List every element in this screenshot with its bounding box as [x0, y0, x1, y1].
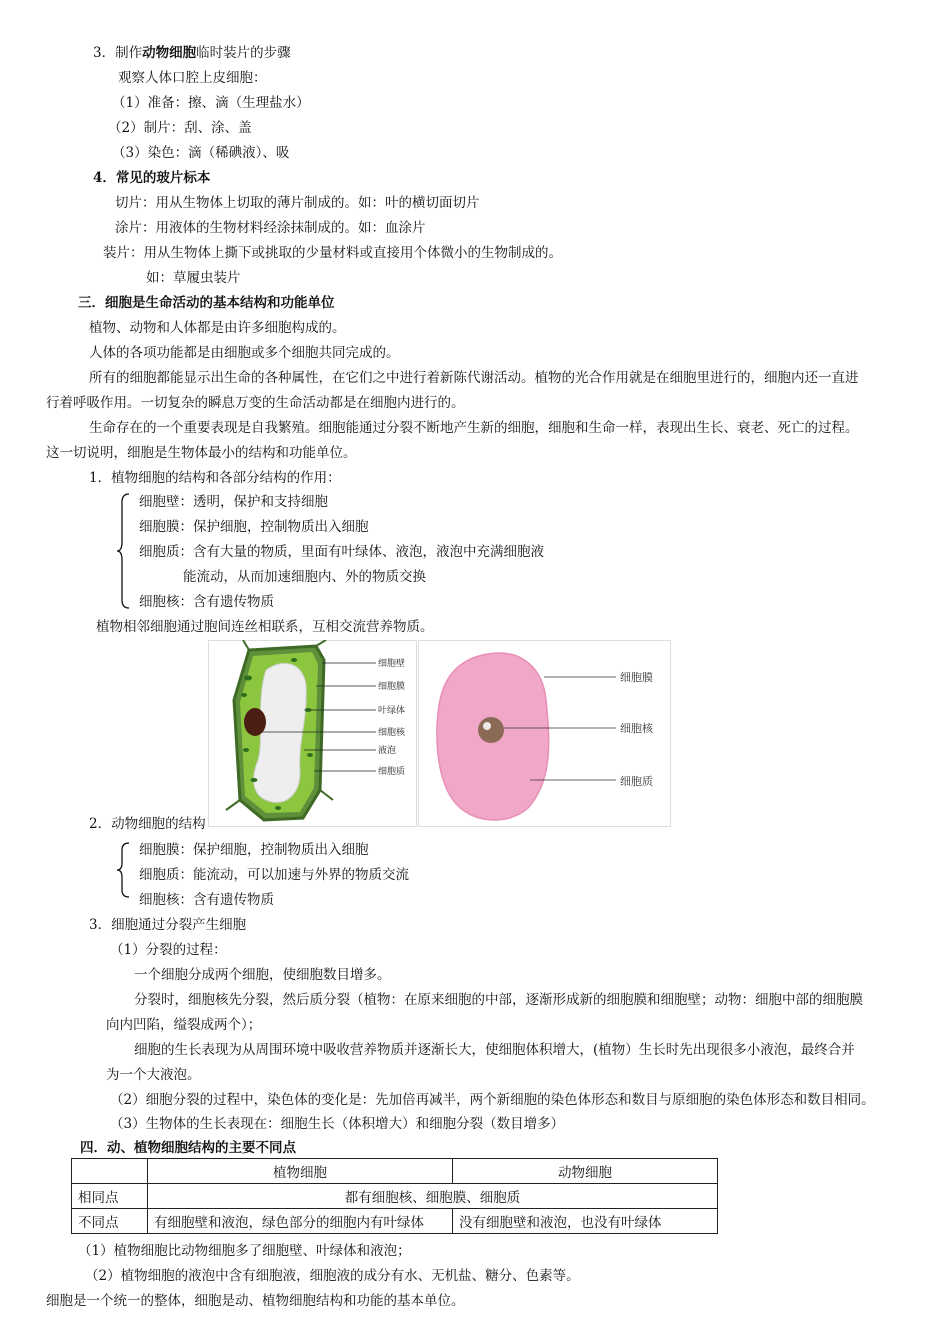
heading-animal-cell: 2．动物细胞的结构	[89, 816, 206, 832]
division-text: 为一个大液泡。	[106, 1067, 201, 1083]
heading-common-slides: 4．常见的玻片标本	[93, 170, 211, 186]
division-text: 细胞的生长表现为从周围环境中吸收营养物质并逐渐长大，使细胞体积增大，(植物）生长时先出现很多小液泡，最终合并	[134, 1042, 855, 1058]
table-row	[72, 1184, 718, 1209]
table-row-label: 相同点	[72, 1184, 148, 1209]
table-header-cell: 植物细胞	[148, 1159, 453, 1184]
paragraph: 行着呼吸作用。一切复杂的瞬息万变的生命活动都是在细胞内进行的。	[46, 395, 465, 411]
division-text: 一个细胞分成两个细胞，使细胞数目增多。	[134, 967, 391, 983]
table-header-cell: 动物细胞	[453, 1159, 718, 1184]
animal-part-item: 细胞膜：保护细胞，控制物质出入细胞	[139, 842, 369, 858]
division-sub: （3）生物体的生长表现在：细胞生长（体积增大）和细胞分裂（数目增多）	[110, 1116, 565, 1132]
observe-line: 观察人体口腔上皮细胞：	[118, 70, 267, 86]
brace-icon	[116, 492, 128, 610]
plant-part-item: 能流动，从而加速细胞内、外的物质交换	[183, 569, 426, 585]
slide-example: 如：草履虫装片	[146, 270, 241, 286]
plant-part-item: 细胞膜：保护细胞，控制物质出入细胞	[139, 519, 369, 535]
plasmodesmata-note: 植物相邻细胞通过胞间连丝相联系，互相交流营养物质。	[96, 619, 434, 635]
animal-part-item: 细胞核：含有遗传物质	[139, 892, 274, 908]
paragraph: 植物、动物和人体都是由许多细胞构成的。	[89, 320, 346, 336]
animal-label: 细胞核	[620, 722, 653, 735]
heading-section-3: 三．细胞是生命活动的基本结构和功能单位	[78, 295, 335, 311]
division-text: 向内凹陷，缢裂成两个）；	[106, 1017, 262, 1033]
summary-note: （2）植物细胞的液泡中含有细胞液，细胞液的成分有水、无机盐、糖分、色素等。	[85, 1268, 580, 1284]
plant-label: 细胞核	[378, 728, 406, 738]
plant-label: 液泡	[378, 746, 397, 756]
cell-diagram-figure	[208, 640, 671, 827]
table-header-cell	[72, 1159, 148, 1184]
heading-plant-cell: 1．植物细胞的结构和各部分结构的作用：	[89, 470, 341, 486]
paragraph: 人体的各项功能都是由细胞或多个细胞共同完成的。	[89, 345, 400, 361]
heading-cell-division: 3．细胞通过分裂产生细胞	[89, 917, 247, 933]
paragraph: 生命存在的一个重要表现是自我繁殖。细胞能通过分裂不断地产生新的细胞，细胞和生命一样，表现出生长、衰老、死亡的过程。	[89, 420, 859, 436]
table-cell: 有细胞壁和液泡，绿色部分的细胞内有叶绿体	[148, 1209, 453, 1234]
plant-part-item: 细胞核：含有遗传物质	[139, 594, 274, 610]
final-statement: 细胞是一个统一的整体，细胞是动、植物细胞结构和功能的基本单位。	[46, 1293, 465, 1309]
division-sub: （1）分裂的过程：	[110, 942, 227, 958]
heading-bold-term: 动物细胞	[142, 45, 197, 61]
heading-num: 3．制作	[93, 45, 143, 61]
heading-section-4: 四．动、植物细胞结构的主要不同点	[80, 1140, 296, 1156]
plant-label: 细胞膜	[378, 682, 406, 692]
slide-type-item: 切片：用从生物体上切取的薄片制成的。如：叶的横切面切片	[115, 195, 480, 211]
step-item: （3）染色：滴（稀碘液）、吸	[112, 145, 290, 161]
comparison-table	[71, 1158, 718, 1234]
animal-part-item: 细胞质：能流动，可以加速与外界的物质交流	[139, 867, 409, 883]
step-item: （1）准备：擦、滴（生理盐水）	[112, 95, 310, 111]
table-cell: 都有细胞核、细胞膜、细胞质	[148, 1184, 718, 1209]
plant-label: 细胞壁	[378, 659, 406, 669]
heading-rest: 临时装片的步骤	[196, 45, 291, 61]
table-row-label: 不同点	[72, 1209, 148, 1234]
cell-diagram-svg	[208, 640, 671, 827]
animal-label: 细胞膜	[620, 671, 653, 684]
paragraph: 这一切说明，细胞是生物体最小的结构和功能单位。	[46, 445, 357, 461]
slide-type-item: 涂片：用液体的生物材料经涂抹制成的。如：血涂片	[115, 220, 426, 236]
heading-animal-slide-steps	[93, 44, 291, 62]
plant-part-item: 细胞壁：透明，保护和支持细胞	[139, 494, 328, 510]
step-item: （2）制片：刮、涂、盖	[108, 120, 252, 136]
division-sub: （2）细胞分裂的过程中，染色体的变化是：先加倍再减半，两个新细胞的染色体形态和数目与原细胞的染色体形态和数目相同。	[110, 1092, 875, 1108]
animal-nucleus	[478, 717, 504, 743]
brace-icon	[116, 841, 128, 899]
division-text: 分裂时，细胞核先分裂，然后质分裂（植物：在原来细胞的中部，逐渐形成新的细胞膜和细胞壁；动物：细胞中部的细胞膜	[134, 992, 863, 1008]
plant-label: 细胞质	[378, 767, 406, 777]
summary-note: （1）植物细胞比动物细胞多了细胞壁、叶绿体和液泡；	[78, 1243, 411, 1259]
animal-cell-illustration	[437, 653, 549, 820]
animal-label: 细胞质	[620, 775, 653, 788]
plant-label: 叶绿体	[378, 706, 406, 716]
paragraph: 所有的细胞都能显示出生命的各种属性，在它们之中进行着新陈代谢活动。植物的光合作用就是在细胞里进行的，细胞内还一直进	[89, 370, 859, 386]
plant-part-item: 细胞质：含有大量的物质，里面有叶绿体、液泡，液泡中充满细胞液	[139, 544, 544, 560]
slide-type-item: 装片：用从生物体上撕下或挑取的少量材料或直接用个体微小的生物制成的。	[103, 245, 562, 261]
table-row	[72, 1209, 718, 1234]
table-cell: 没有细胞壁和液泡，也没有叶绿体	[453, 1209, 718, 1234]
table-row	[72, 1159, 718, 1184]
